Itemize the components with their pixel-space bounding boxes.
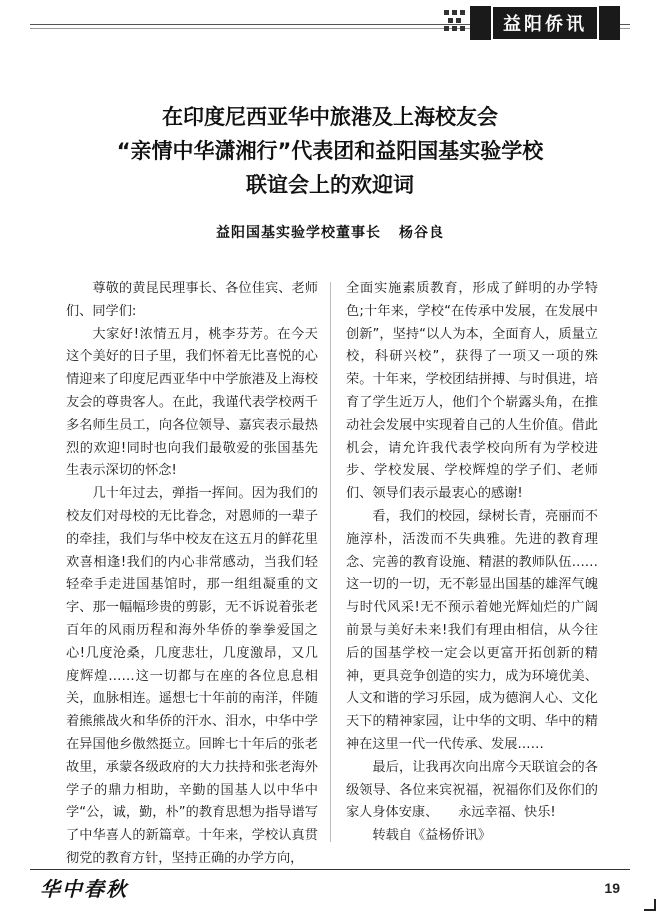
body-paragraph: 大家好!浓情五月，桃李芬芳。在今天这个美好的日子里，我们怀着无比喜悦的心情迎来了印度尼西亚华中中学旅港及上海校友会的尊贵客人。在此，我谨代表学校两千多名师生员工，向各位领导、嘉宾表示最热烈的欢迎!同时也向我们最敬爱的张国基先生表示深切的怀念! bbox=[66, 326, 318, 479]
author-name: 杨谷良 bbox=[399, 225, 444, 241]
closing-paragraph: 最后，让我再次向出席今天联谊会的各级领导、各位来宾祝福，祝福你们及你们的家人身体安康、 永远幸福、快乐! bbox=[346, 759, 598, 821]
title-line-1: 在印度尼西亚华中旅港及上海校友会 bbox=[162, 105, 498, 129]
title-line-3: 联谊会上的欢迎词 bbox=[246, 173, 414, 197]
footer-brand-logo: 华中春秋 bbox=[40, 877, 128, 901]
body-paragraph: 几十年过去，弹指一挥间。因为我们的校友们对母校的无比眷念，对恩师的一辈子的牵挂，我们与华中校友在这五月的鲜花里欢喜相逢!我们的内心非常感动，当我们轻轻牵手走进国基馆时，那一组组凝重的文字、那一幅幅珍贵的剪影，无不诉说着张老百年的风雨历程和海外华侨的拳拳爱国之心!几度沧桑，几度悲壮，几度激昂，又几度辉煌……这一切都与在座的各位息息相关，血脉相连。遥想七十年前的南洋，伴随着熊熊战火和华侨的汗水、泪水，中华中学在异国他乡傲然挺立。回眸七十年后的张老故里，承蒙各级政府的大力扶持和张老海外学子的鼎力相助，辛勤的国基人以中华中学“公，诚，勤，朴”的教育思想为指导谱写了中华喜人的新篇章。十年来，学校认真贯彻党的教育方针，坚持正确的办学方向， bbox=[66, 486, 318, 866]
source-note: 转载自《益杨侨讯》 bbox=[372, 828, 492, 844]
article-title bbox=[40, 100, 620, 202]
left-column bbox=[66, 278, 318, 871]
author-role: 益阳国基实验学校董事长 bbox=[216, 225, 381, 241]
body-paragraph: 看，我们的校园，绿树长青，亮丽而不施淳朴，活泼而不失典雅。先进的教育理念、完善的教育设施、精湛的教师队伍……这一切的一切，无不彰显出国基的雄浑气魄与时代风采!无不预示着她光辉灿烂的广阔前景与美好未来!我们有理由相信，从今往后的国基学校一定会以更富开拓创新的精神，更具竞争创造的实力，成为环境优美、人文和谐的学习乐园，成为德润人心、文化天下的精神家园，让中华的文明、华中的精神在这里一代一代传承、发展…… bbox=[346, 508, 598, 752]
byline bbox=[0, 222, 660, 242]
page-number: 19 bbox=[604, 880, 620, 896]
salutation-paragraph: 尊敬的黄昆民理事长、各位佳宾、老师们、同学们: bbox=[66, 281, 318, 319]
corner-mark-icon bbox=[644, 899, 656, 911]
title-line-2: “亲情中华潇湘行”代表团和益阳国基实验学校 bbox=[116, 139, 544, 163]
footer-rule bbox=[30, 869, 630, 870]
section-label: 益阳侨讯 bbox=[503, 14, 587, 35]
body-paragraph: 全面实施素质教育，形成了鲜明的办学特色;十年来，学校“在传承中发展，在发展中创新”，坚持“以人为本，全面育人，质量立校，科研兴校”，获得了一项又一项的殊荣。十年来，学校团结拼搏、与时俱进，培育了学生近万人，他们个个崭露头角，在推动社会发展中实现着自己的人生价值。借此机会，请允许我代表学校向所有为学校进步、学校发展、学校辉煌的学子们、老师们、领导们表示最衷心的感谢! bbox=[346, 281, 598, 502]
header-ornament-icon bbox=[444, 10, 466, 36]
right-column bbox=[346, 278, 598, 848]
section-badge bbox=[470, 6, 620, 40]
column-divider bbox=[330, 282, 331, 842]
